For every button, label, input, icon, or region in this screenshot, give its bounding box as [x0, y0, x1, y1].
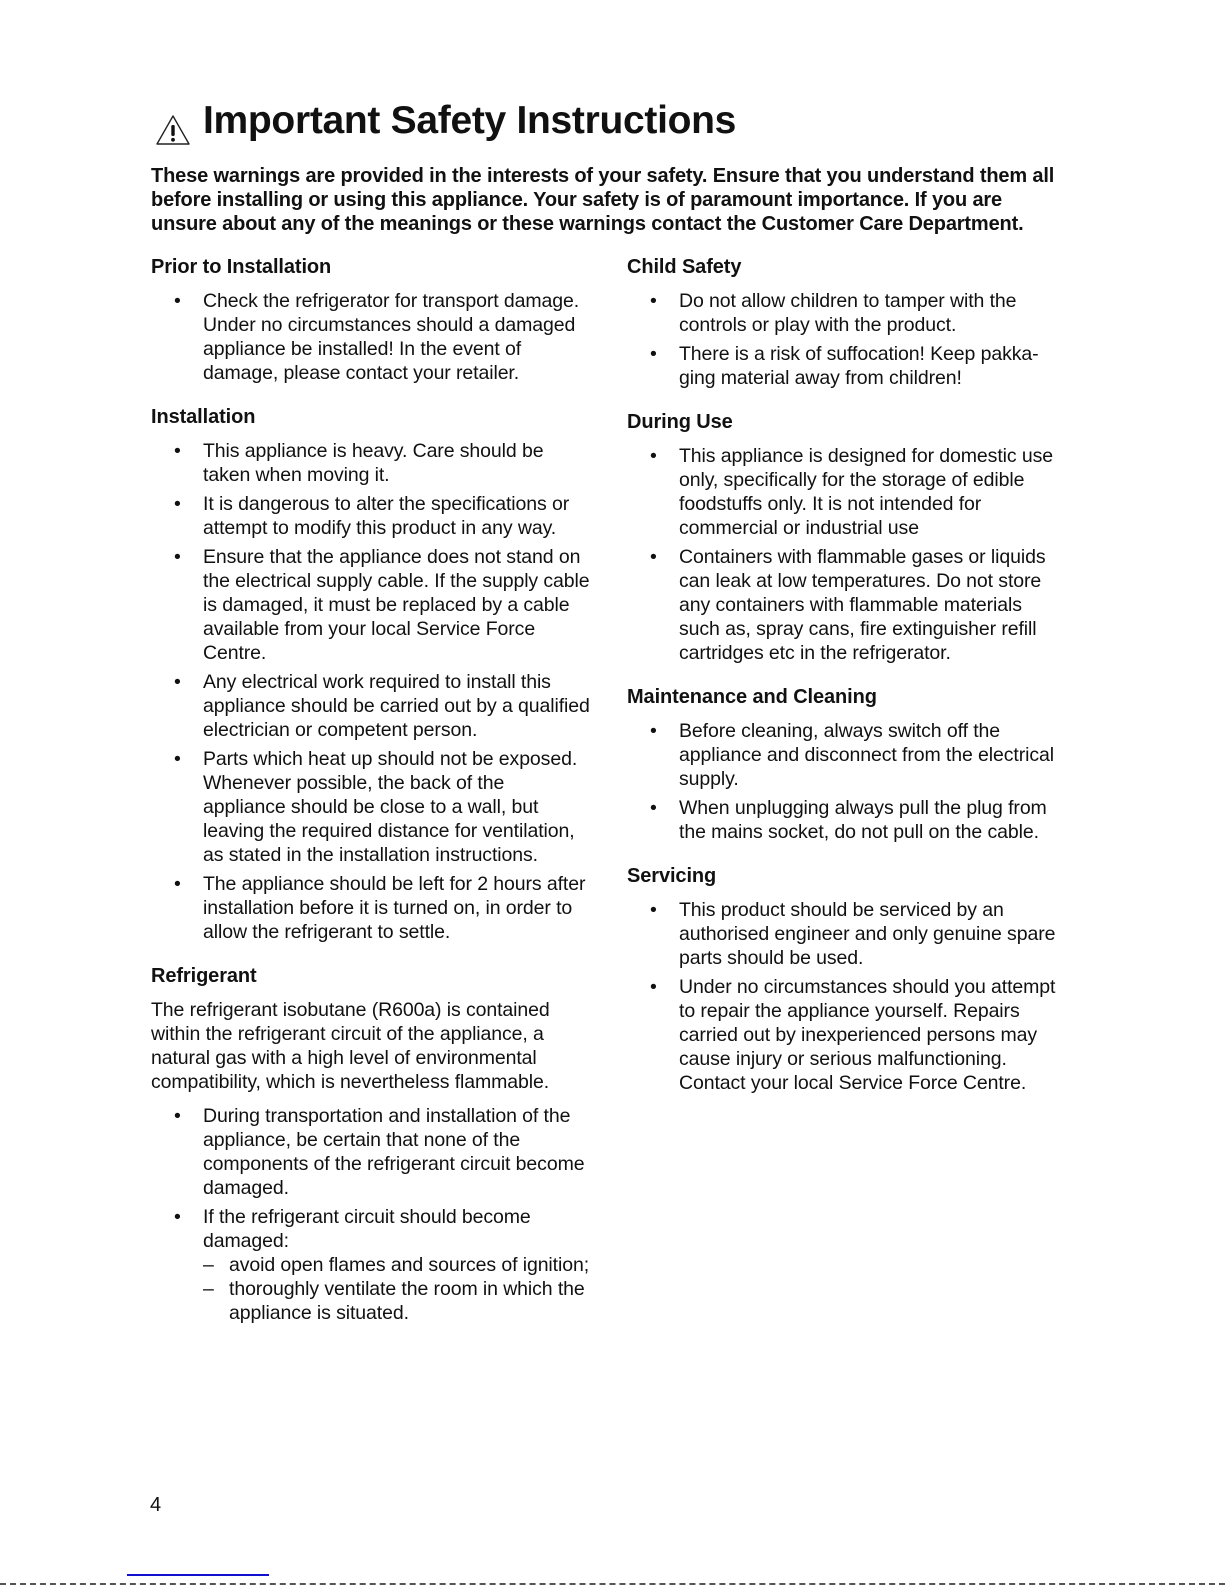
bullet-icon: • — [650, 899, 657, 921]
intro-warning-text: These warnings are provided in the interests of your safety. Ensure that you understand them all before installing or using this appliance. Your safety is of paramount importance. If you are unsure about any of the meanings or these warnings contact the Customer Care Department. — [151, 165, 1055, 235]
list-item: • Parts which heat up should not be exposed. Whenever possible, the back of the appliance should be close to a wall, but leaving the required distance for ventilation, as stated in the installation instructions. — [174, 748, 578, 866]
bullet-list — [627, 444, 1067, 665]
list-item: • There is a risk of suffocation! Keep pakkaging material away from children! — [650, 343, 1039, 389]
sub-list-item: – avoid open flames and sources of ignition; — [203, 1254, 590, 1276]
page-title — [155, 96, 736, 146]
bullet-icon: • — [650, 343, 657, 365]
bullet-icon: • — [174, 290, 181, 312]
bullet-icon: • — [650, 976, 657, 998]
list-item: • Check the refrigerator for transport damage. Under no circumstances should a damaged appliance be installed! In the event of damage, please contact your retailer. — [174, 290, 580, 384]
bullet-icon: • — [174, 493, 181, 515]
list-item: • Containers with flammable gases or liquids can leak at low temperatures. Do not store any containers with flammable materials such as, spray cans, fire extinguisher refill cartridges etc in the refrigerator. — [650, 546, 1046, 664]
section-heading: During Use — [627, 411, 733, 433]
list-item: • Do not allow children to tamper with the controls or play with the product. — [650, 290, 1017, 336]
section-refrigerant — [151, 963, 591, 1325]
bullet-icon: • — [174, 1105, 181, 1127]
dash-icon: – — [203, 1254, 214, 1276]
dash-icon: – — [203, 1278, 214, 1300]
footer-link-underline[interactable] — [127, 1574, 269, 1576]
list-item: • When unplugging always pull the plug from the mains socket, do not pull on the cable. — [650, 797, 1047, 843]
section-maintenance-and-cleaning — [627, 684, 1067, 844]
bullet-icon: • — [650, 797, 657, 819]
list-item: • During transportation and installation of the appliance, be certain that none of the components of the refrigerant circuit become damaged. — [174, 1105, 585, 1199]
dash-sublist — [203, 1253, 591, 1325]
section-prior-to-installation — [151, 254, 591, 385]
bullet-icon: • — [650, 445, 657, 467]
section-heading: Prior to Installation — [151, 256, 332, 278]
refrigerant-paragraph: The refrigerant isobutane (R600a) is contained within the refrigerant circuit of the appliance, a natural gas with a high level of environmental compatibility, which is nevertheless flammable. — [151, 999, 550, 1093]
list-item: • This appliance is designed for domestic use only, specifically for the storage of edible foodstuffs only. It is not intended for commercial or industrial use — [650, 445, 1053, 539]
bullet-icon: • — [174, 671, 181, 693]
page-title-text: Important Safety Instructions — [203, 99, 737, 142]
list-item: • If the refrigerant circuit should become damaged: – avoid open flames and sources of ignition; – thoroughly ventilate the room in which the appliance is situated. — [174, 1206, 590, 1324]
sub-list-item: – thoroughly ventilate the room in which the appliance is situated. — [203, 1278, 585, 1324]
section-during-use — [627, 409, 1067, 665]
bullet-list — [151, 289, 591, 385]
section-heading: Maintenance and Cleaning — [627, 686, 877, 708]
section-servicing — [627, 863, 1067, 1095]
warning-triangle-icon — [155, 109, 191, 141]
bullet-icon: • — [650, 290, 657, 312]
bullet-list — [627, 719, 1067, 844]
list-item: • This appliance is heavy. Care should be taken when moving it. — [174, 440, 544, 486]
list-item: • Under no circumstances should you attempt to repair the appliance yourself. Repairs carried out by inexperienced persons may cause injury or serious malfunctioning. Contact your local Service Force Centre. — [650, 976, 1056, 1094]
bullet-icon: • — [174, 440, 181, 462]
section-heading: Servicing — [627, 865, 717, 887]
left-column — [151, 254, 591, 1344]
list-item: • Ensure that the appliance does not stand on the electrical supply cable. If the supply cable is damaged, it must be replaced by a cable available from your local Service Force Centre. — [174, 546, 590, 664]
bullet-list — [627, 289, 1067, 390]
section-heading: Refrigerant — [151, 965, 257, 987]
section-child-safety — [627, 254, 1067, 390]
list-item: • This product should be serviced by an authorised engineer and only genuine spare parts should be used. — [650, 899, 1056, 969]
list-item: • Before cleaning, always switch off the appliance and disconnect from the electrical supply. — [650, 720, 1054, 790]
right-column — [627, 254, 1067, 1114]
list-item: • It is dangerous to alter the specifications or attempt to modify this product in any way. — [174, 493, 570, 539]
bullet-icon: • — [650, 720, 657, 742]
section-installation — [151, 404, 591, 944]
list-item: • Any electrical work required to install this appliance should be carried out by a qualified electrician or competent person. — [174, 671, 590, 741]
bullet-icon: • — [650, 546, 657, 568]
bullet-icon: • — [174, 546, 181, 568]
list-item: • The appliance should be left for 2 hours after installation before it is turned on, in order to allow the refrigerant to settle. — [174, 873, 586, 943]
page-number: 4 — [150, 1494, 162, 1516]
bullet-list — [151, 439, 591, 944]
bullet-icon: • — [174, 873, 181, 895]
section-heading: Child Safety — [627, 256, 742, 278]
bullet-list — [151, 1104, 591, 1325]
bullet-icon: • — [174, 1206, 181, 1228]
bullet-icon: • — [174, 748, 181, 770]
section-heading: Installation — [151, 406, 256, 428]
bullet-list — [627, 898, 1067, 1095]
